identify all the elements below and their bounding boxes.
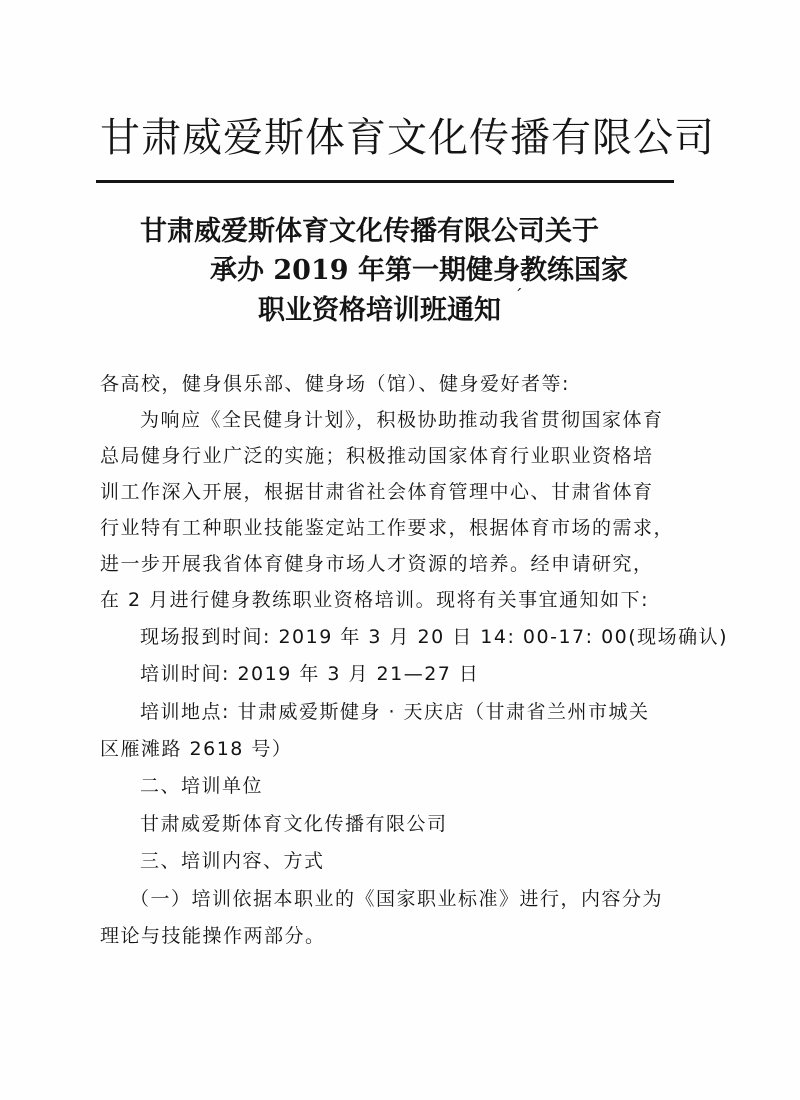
letterhead-company-name: 甘肃威爱斯体育文化传播有限公司: [100, 115, 715, 161]
paragraph-line: 行业特有工种职业技能鉴定站工作要求，根据体育市场的需求，: [100, 517, 675, 539]
notice-title-line-2: 承办 2019 年第一期健身教练国家: [210, 255, 628, 286]
paragraph-line: 训工作深入开展，根据甘肃省社会体育管理中心、甘肃省体育: [100, 481, 654, 503]
section-3-heading: 三、培训内容、方式: [140, 850, 325, 872]
letterhead-rule: [96, 180, 674, 183]
training-location-line-1: 培训地点: 甘肃威爱斯健身 · 天庆店（甘肃省兰州市城关: [140, 701, 650, 723]
training-location-line-2: 区雁滩路 2618 号）: [100, 738, 293, 760]
section-2-content: 甘肃威爱斯体育文化传播有限公司: [140, 813, 448, 835]
notice-title-line-3: 职业资格培训班通知: [258, 295, 501, 326]
training-time: 培训时间: 2019 年 3 月 21—27 日: [140, 663, 480, 685]
section-3-line-2: 理论与技能操作两部分。: [100, 925, 326, 947]
handwritten-mark: ′: [513, 284, 523, 307]
salutation: 各高校，健身俱乐部、健身场（馆）、健身爱好者等:: [100, 373, 570, 395]
paragraph-line: 总局健身行业广泛的实施；积极推动国家体育行业职业资格培: [100, 445, 654, 467]
paragraph-line: 进一步开展我省体育健身市场人才资源的培养。经申请研究，: [100, 553, 654, 575]
section-2-heading: 二、培训单位: [140, 775, 264, 797]
report-time: 现场报到时间: 2019 年 3 月 20 日 14: 00-17: 00(现场确认): [140, 626, 729, 648]
section-3-line-1: （一）培训依据本职业的《国家职业标准》进行，内容分为: [130, 888, 664, 910]
paragraph-line: 在 2 月进行健身教练职业资格培训。现将有关事宜通知如下:: [100, 589, 650, 611]
paragraph-line: 为响应《全民健身计划》，积极协助推动我省贯彻国家体育: [140, 409, 664, 431]
notice-title-line-1: 甘肃威爱斯体育文化传播有限公司关于: [140, 216, 599, 247]
